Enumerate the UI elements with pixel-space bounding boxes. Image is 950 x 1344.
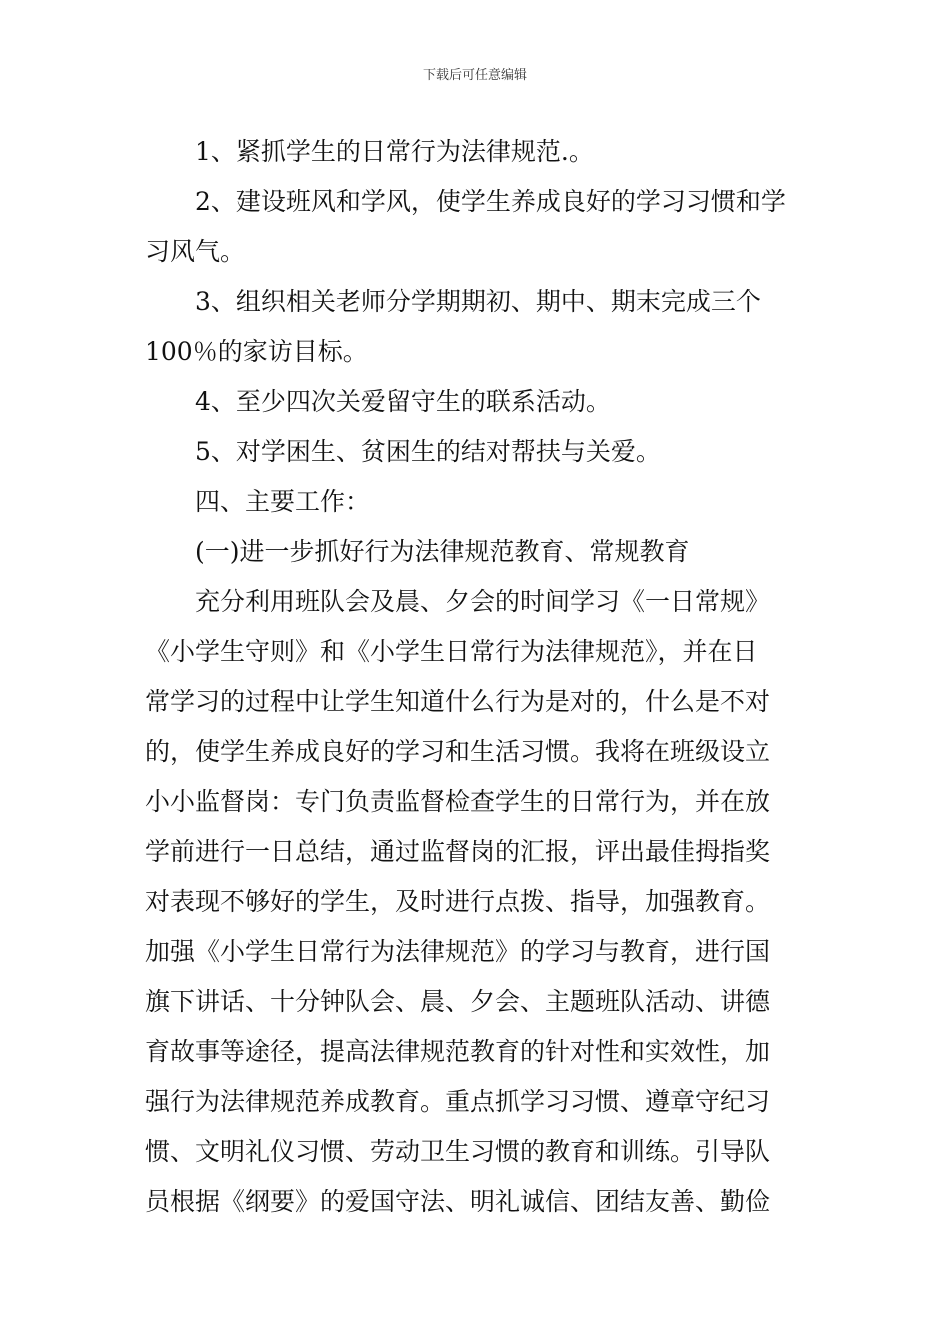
section-heading: 四、主要工作： — [195, 487, 371, 516]
text-line: 惯、文明礼仪习惯、劳动卫生习惯的教育和训练。引导队 — [145, 1137, 771, 1166]
text-line: 5、对学困生、贫困生的结对帮扶与关爱。 — [195, 437, 661, 466]
text-line: 2、建设班风和学风，使学生养成良好的学习习惯和学 — [195, 187, 786, 216]
page-header: 下载后可任意编辑 — [422, 68, 527, 83]
text-line: 4、至少四次关爱留守生的联系活动。 — [195, 387, 611, 416]
text-line: 1、紧抓学生的日常行为法律规范.。 — [195, 137, 594, 166]
text-line: 习风气。 — [145, 237, 246, 266]
text-line: 强行为法律规范养成教育。重点抓学习习惯、遵章守纪习 — [145, 1087, 771, 1116]
text-line: 充分利用班队会及晨、夕会的时间学习《一日常规》 — [195, 587, 771, 616]
text-line: 加强《小学生日常行为法律规范》的学习与教育，进行国 — [145, 937, 771, 966]
text-line: 对表现不够好的学生，及时进行点拨、指导，加强教育。 — [145, 887, 771, 916]
text-line: 学前进行一日总结，通过监督岗的汇报，评出最佳拇指奖 — [145, 837, 771, 866]
text-line: 员根据《纲要》的爱国守法、明礼诚信、团结友善、勤俭 — [145, 1187, 771, 1216]
text-line: 小小监督岗：专门负责监督检查学生的日常行为，并在放 — [145, 787, 771, 816]
text-line: 3、组织相关老师分学期期初、期中、期末完成三个 — [195, 287, 761, 316]
text-line: 的，使学生养成良好的学习和生活习惯。我将在班级设立 — [145, 737, 771, 766]
text-line: 育故事等途径，提高法律规范教育的针对性和实效性，加 — [145, 1037, 771, 1066]
text-line: 100％的家访目标。 — [145, 337, 368, 366]
subsection-heading: (一)进一步抓好行为法律规范教育、常规教育 — [195, 537, 690, 566]
document-body — [145, 127, 810, 1227]
text-line: 《小学生守则》和《小学生日常行为法律规范》，并在日 — [145, 637, 758, 666]
text-line: 常学习的过程中让学生知道什么行为是对的，什么是不对 — [145, 687, 771, 716]
text-line: 旗下讲话、十分钟队会、晨、夕会、主题班队活动、讲德 — [145, 987, 771, 1016]
